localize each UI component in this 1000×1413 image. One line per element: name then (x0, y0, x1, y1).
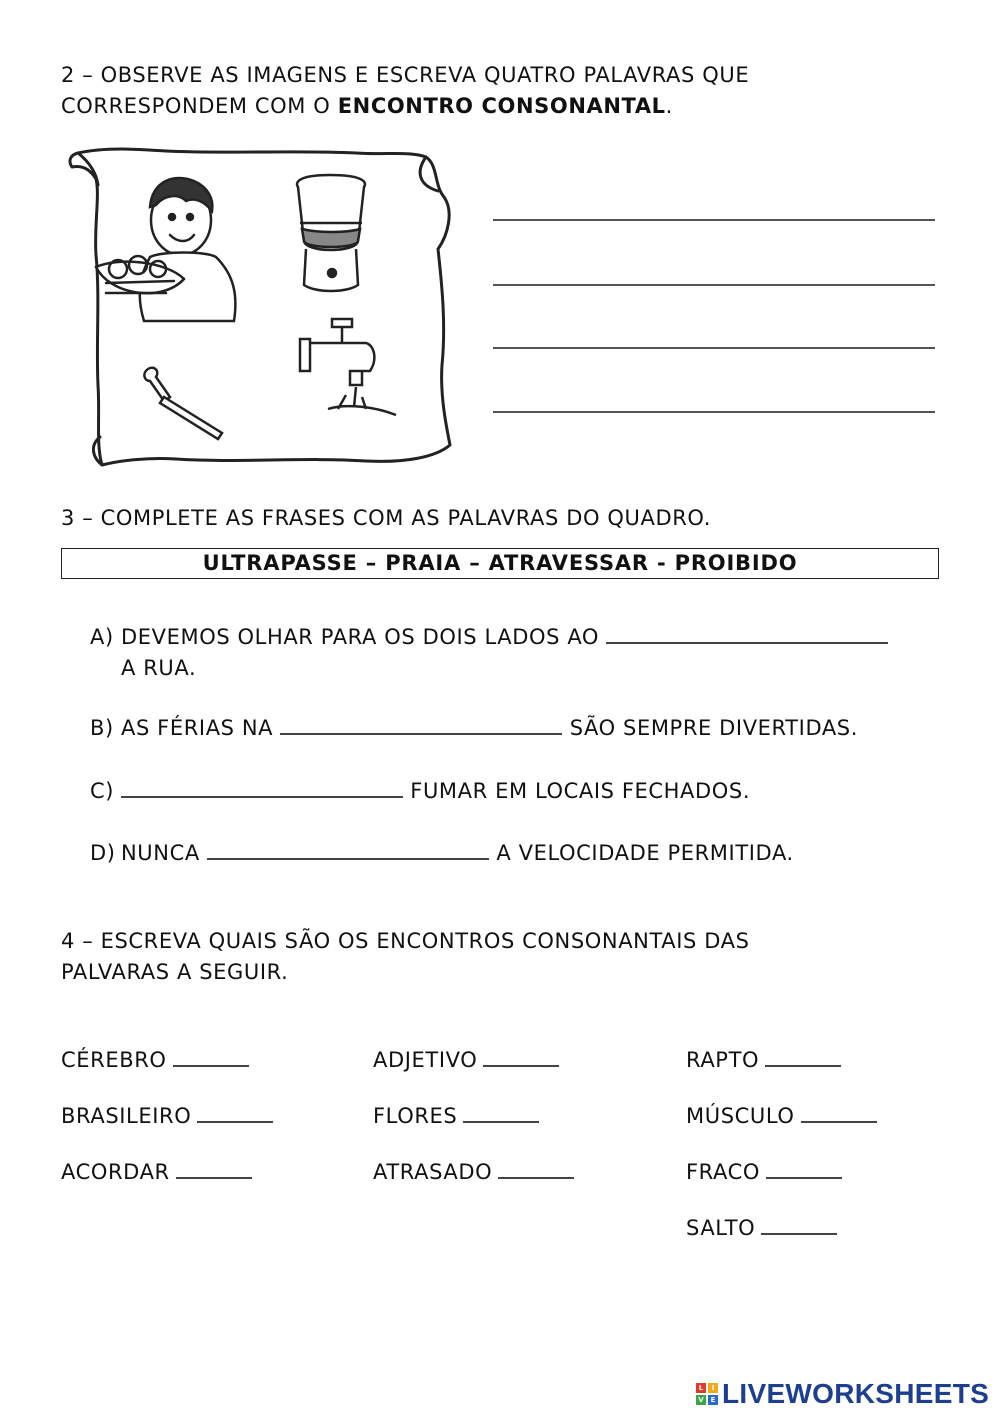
water-filter-icon (297, 175, 365, 291)
scroll-illustration (66, 145, 466, 485)
answer-line-1[interactable] (493, 219, 935, 221)
blank-c[interactable] (121, 778, 403, 798)
sentence-c: C) FUMAR EM LOCAIS FECHADOS. (90, 779, 751, 803)
word-blank[interactable] (498, 1159, 574, 1179)
word-blank[interactable] (766, 1159, 842, 1179)
word-item: CÉREBRO (61, 1045, 249, 1076)
word-item: SALTO (686, 1213, 837, 1244)
word-item: RAPTO (686, 1045, 841, 1076)
water-tap-icon (300, 319, 396, 415)
question-4-title: 4 – ESCREVA QUAIS SÃO OS ENCONTROS CONSONANTAIS DAS PALVARAS A SEGUIR. (61, 929, 750, 984)
word-blank[interactable] (176, 1159, 252, 1179)
answer-line-3[interactable] (493, 347, 935, 349)
blank-a[interactable] (606, 624, 888, 644)
word-blank[interactable] (801, 1103, 877, 1123)
blank-d[interactable] (207, 840, 489, 860)
question-2-line-1: 2 – OBSERVE AS IMAGENS E ESCREVA QUATRO PALAVRAS QUE (61, 63, 750, 87)
word-blank[interactable] (197, 1103, 273, 1123)
sentence-d: D) NUNCA A VELOCIDADE PERMITIDA. (90, 841, 794, 865)
sentence-a: A) DEVEMOS OLHAR PARA OS DOIS LADOS AO A RUA. (90, 622, 888, 684)
question-2-title (61, 60, 749, 122)
logo-mark-icon: L I V E (696, 1383, 718, 1405)
word-blank[interactable] (483, 1047, 559, 1067)
word-blank[interactable] (463, 1103, 539, 1123)
answer-line-2[interactable] (493, 284, 935, 286)
word-blank[interactable] (173, 1047, 249, 1067)
logo-text: LIVEWORKSHEETS (722, 1378, 990, 1409)
sentence-b: B) AS FÉRIAS NA SÃO SEMPRE DIVERTIDAS. (90, 716, 859, 740)
word-item: FLORES (373, 1101, 539, 1132)
word-item: ATRASADO (373, 1157, 574, 1188)
scroll-outline (70, 149, 450, 465)
word-blank[interactable] (761, 1215, 837, 1235)
word-item: FRACO (686, 1157, 842, 1188)
word-item: MÚSCULO (686, 1101, 877, 1132)
boy-with-fruit-basket-icon (96, 178, 235, 321)
word-item: BRASILEIRO (61, 1101, 273, 1132)
question-3-title: 3 – COMPLETE AS FRASES COM AS PALAVRAS DO QUADRO. (61, 506, 711, 530)
word-box: ULTRAPASSE – PRAIA – ATRAVESSAR - PROIBIDO (61, 548, 939, 579)
word-blank[interactable] (765, 1047, 841, 1067)
blank-b[interactable] (280, 715, 562, 735)
word-item: ADJETIVO (373, 1045, 559, 1076)
word-item: ACORDAR (61, 1157, 252, 1188)
liveworksheets-logo (696, 1377, 989, 1411)
question-2-line-2: CORRESPONDEM COM O ENCONTRO CONSONANTAL. (61, 94, 673, 118)
paintbrush-icon (144, 368, 222, 439)
answer-line-4[interactable] (493, 411, 935, 413)
question-2-bold-term: ENCONTRO CONSONANTAL (337, 94, 666, 118)
